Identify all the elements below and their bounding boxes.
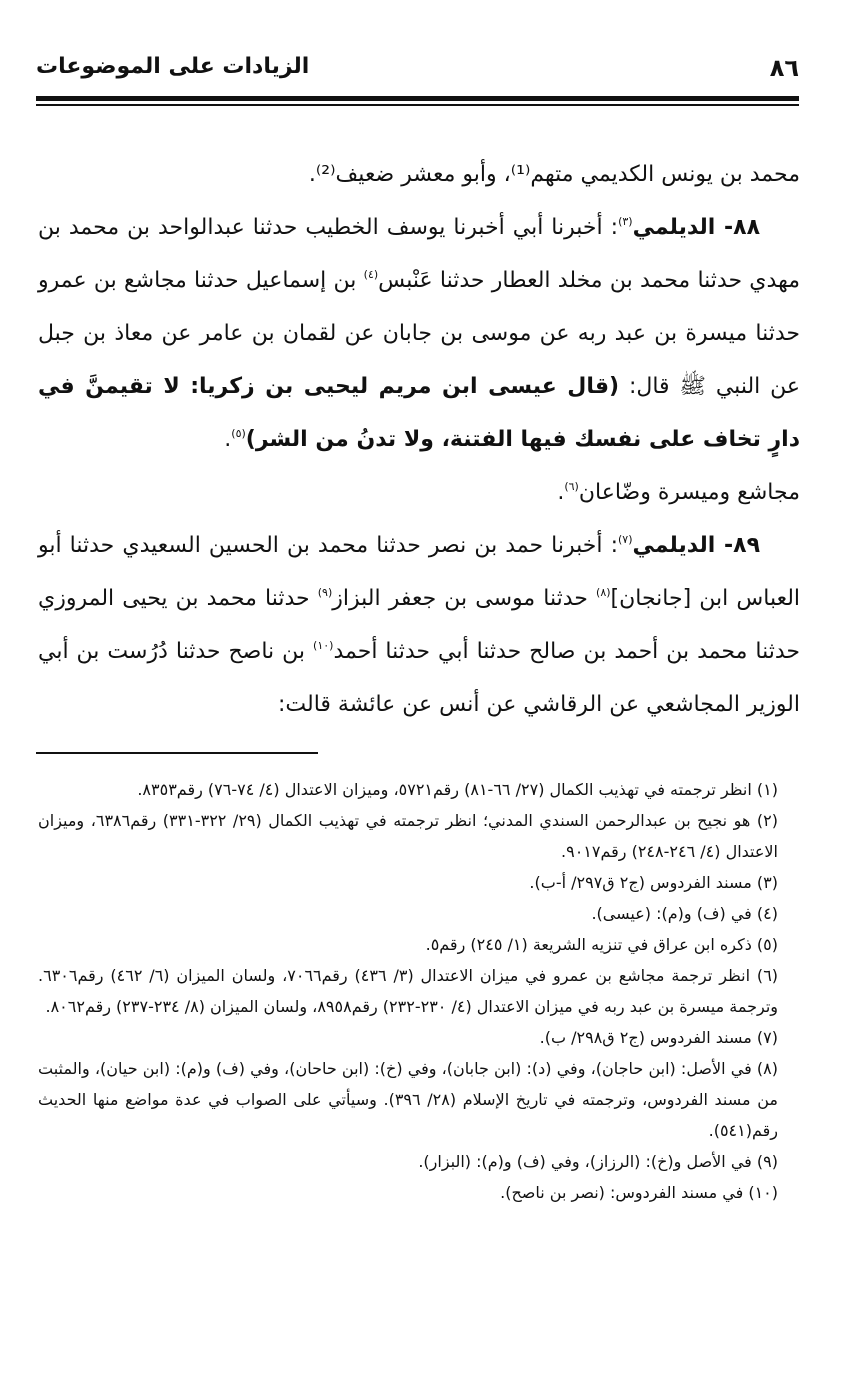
running-title: الزيادات على الموضوعات: [36, 54, 310, 79]
footnote-1: (١) انظر ترجمته في تهذيب الكمال (٢٧/ ٦٦-٨١) رقم٥٧٢١، وميزان الاعتدال (٤/ ٧٤-٧٦) رقم٨٣٥٣.: [137, 780, 778, 799]
footnote-10: (١٠) في مسند الفردوس: (نصر بن ناصح).: [500, 1183, 778, 1202]
isnad-text: حدثنا موسى بن جعفر البزاز: [332, 586, 597, 611]
footnote-ref: (٥): [231, 427, 246, 440]
paragraph-1: محمد بن يونس الكديمي متهم⁽¹⁾، وأبو معشر ضعيف⁽²⁾.: [308, 162, 800, 187]
footnote-separator: [36, 752, 318, 754]
footnote-7: (٧) مسند الفردوس (ج٢ ق٢٩٨/ ب).: [539, 1028, 778, 1047]
footnote-ref: (٧): [617, 533, 633, 546]
footnote-5: (٥) ذكره ابن عراق في تنزيه الشريعة (١/ ٢٤٥) رقم٥.: [425, 935, 778, 954]
footnote-ref: (٨): [596, 586, 611, 599]
comment-text: مجاشع وميسرة وضّاعان: [578, 480, 800, 505]
isnad-text: بن إسماعيل حدثنا مجاشع بن عمرو حدثنا ميسرة بن عبد ربه عن موسى بن جابان عن لقمان بن عامر عن معاذ بن جبل عن النبي ﷺ قال:: [38, 268, 801, 399]
punctuation: .: [224, 427, 232, 452]
paragraph-3: [38, 466, 800, 519]
footnote-4: (٤) في (ف) و(م): (عيسى).: [591, 904, 778, 923]
hadith-number: ٨٨-: [715, 215, 761, 240]
page-header: [36, 50, 799, 94]
footnote-ref: (١٠): [313, 639, 334, 652]
footnote-ref: (٩): [317, 586, 333, 599]
footnote-ref: (٦): [564, 480, 579, 493]
footnote-6: (٦) انظر ترجمة مجاشع بن عمرو في ميزان الاعتدال (٣/ ٤٣٦) رقم٧٠٦٦، ولسان الميزان (٦/ ٤٦٢) رقم٦٣٠٦. وترجمة ميسرة بن عبد ربه في ميزان الاعتدال (٤/ ٢٣٠-٢٣٢) رقم٨٩٥٨، ولسان الميزان (٨/ ٢٣٤-٢٣٧) رقم٨٠٦٢.: [38, 966, 779, 1016]
header-rule-thick: [36, 96, 799, 101]
footnote-2: (٢) هو نجيح بن عبدالرحمن السندي المدني؛ انظر ترجمته في تهذيب الكمال (٢٩/ ٣٢٢-٣٣١) رقم٦٣٨٦، وميزان الاعتدال (٤/ ٢٤٦-٢٤٨) رقم٩٠١٧.: [38, 811, 778, 861]
hadith-88: [38, 201, 800, 466]
footnotes: [38, 774, 800, 1208]
hadith-89: [38, 519, 800, 731]
isnad-text: : أخبرنا حمد بن نصر حدثنا محمد بن الحسين السعيدي حدثنا أبو العباس ابن [جانجان]: [38, 533, 801, 611]
header-rule-thin: [36, 104, 799, 106]
isnad-text: : أخبرنا أبي أخبرنا يوسف الخطيب حدثنا عبدالواحد بن محمد بن مهدي حدثنا محمد بن مخلد العطار حدثنا عَنْبس: [38, 215, 800, 293]
footnote-ref: (٤): [363, 268, 379, 281]
main-text: [38, 148, 800, 731]
isnad-text: بن ناصح حدثنا دُرُست بن أبي الوزير المجاشعي عن الرقاشي عن أنس عن عائشة قالت:: [38, 639, 800, 717]
source-name: الديلمي: [632, 215, 716, 240]
hadith-number: ٨٩-: [715, 533, 760, 558]
page-number: ٨٦: [769, 54, 799, 82]
footnote-9: (٩) في الأصل و(خ): (الرزاز)، وفي (ف) و(م): (البزار).: [418, 1152, 778, 1171]
isnad-text: حدثنا محمد بن يحيى المروزي حدثنا محمد بن أحمد بن صالح حدثنا أبي حدثنا أحمد: [38, 586, 800, 664]
footnote-3: (٣) مسند الفردوس (ج٢ ق٢٩٧/ أ-ب).: [529, 873, 778, 892]
source-name: الديلمي: [632, 533, 716, 558]
hadith-quote: (قال عيسى ابن مريم ليحيى بن زكريا: لا تقيمنَّ في دارٍ تخاف على نفسك فيها الفتنة، ولا تدنُ من الشر): [38, 374, 800, 452]
footnote-ref: (٣): [618, 215, 633, 228]
footnote-8: (٨) في الأصل: (ابن حاجان)، وفي (د): (ابن جابان)، وفي (خ): (ابن حاحان)، وفي (ف) و(م): (ابن حيان)، والمثبت من مسند الفردوس، وترجمته في تاريخ الإسلام (٢٨/ ٣٩٦). وسيأتي على الصواب في عدة مواضع منها الحديث رقم(٥٤١).: [38, 1059, 778, 1140]
punctuation: .: [557, 480, 565, 505]
